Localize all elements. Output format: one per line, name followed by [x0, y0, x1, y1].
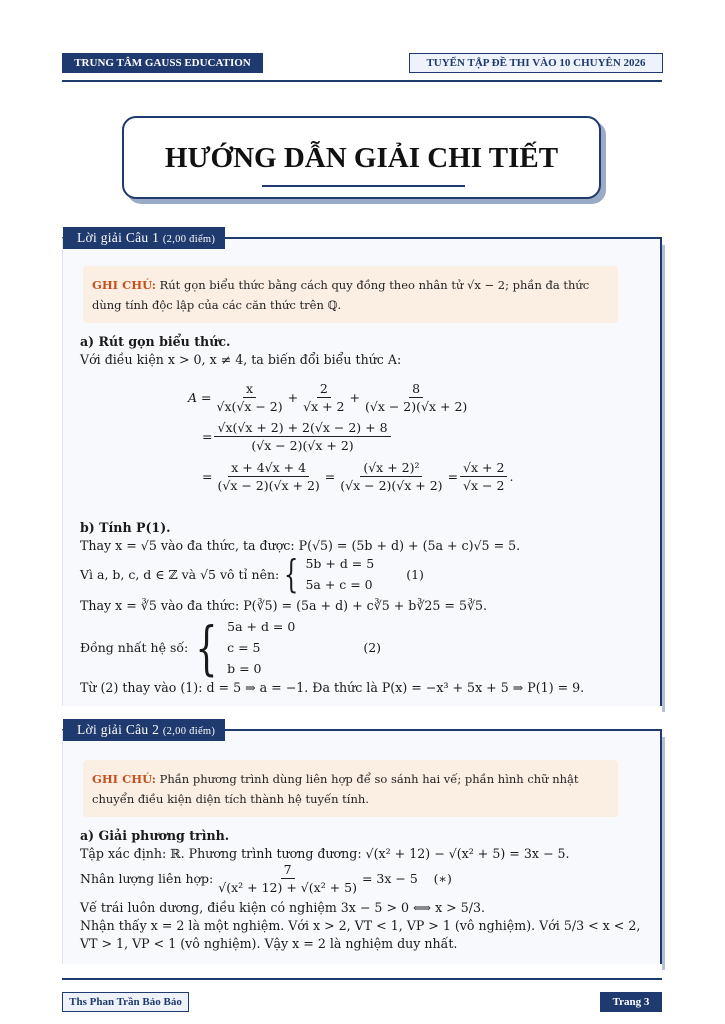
fraction: $\frac{x + 4√x + 4}{(√x - 2)(√x + 2)}$	[217, 460, 320, 493]
note-text-line-1: Rút gọn biểu thức bằng cách quy đồng theo nhân tử √x − 2; phần đa thức	[159, 278, 590, 292]
fraction: $\frac{√x(√x + 2) + 2(√x - 2) + 8}{(√x - 2)(√x + 2)}$	[214, 420, 390, 453]
equation-line-1: A = $\frac{x}{√x(√x - 2)}$ + $\frac{2}{√x + 2}$ + $\frac{8}{(√x - 2)(√x + 2)}$	[188, 381, 472, 414]
brace-icon: {	[284, 552, 299, 596]
part-b-line-3: Thay x = ∛5 vào đa thức: P(∛5) = (5a + d) + c∛5 + b∛25 = 5∛5.	[80, 598, 487, 613]
note-label: GHI CHÚ:	[92, 278, 156, 292]
note-text-line-1: Phần phương trình dùng liên hợp để so sánh hai vế; phần hình chữ nhật	[159, 772, 579, 786]
part-a-line-1: Tập xác định: ℝ. Phương trình tương đương: √(x² + 12) − √(x² + 5) = 3x − 5.	[80, 846, 570, 861]
solution-section-1	[62, 230, 662, 706]
fraction: $\frac{8}{(√x - 2)(√x + 2)}$	[365, 381, 468, 414]
header-rule	[62, 80, 662, 82]
section-1-tag	[63, 227, 225, 249]
system-1: 5b + d = 5 5a + c = 0	[305, 556, 375, 592]
header-center-badge: TRUNG TÂM GAUSS EDUCATION	[62, 53, 263, 73]
section-1-tag-points: (2,00 điểm)	[162, 234, 216, 245]
part-a-line-2: Nhân lượng liên hợp:	[80, 871, 214, 886]
part-b-line-5: Từ (2) thay vào (1): d = 5 ⇒ a = −1. Đa thức là P(x) = −x³ + 5x + 5 ⇒ P(1) = 9.	[80, 680, 585, 695]
solution-section-2	[62, 722, 662, 964]
title-box	[122, 116, 601, 199]
section-1-tag-title: Lời giải Câu 1	[77, 230, 160, 245]
system-1-label: (1)	[406, 566, 424, 582]
fraction: $\frac{2}{√x + 2}$	[303, 381, 345, 414]
fraction: $\frac{\text{(√x + 2)²}}{(√x - 2)(√x + 2)}$	[340, 460, 443, 493]
fraction: $\frac{√x + 2}{√x - 2}$	[460, 460, 507, 493]
part-a-line-5: VT > 1, VP < 1 (vô nghiệm). Vậy x = 2 là nghiệm duy nhất.	[80, 936, 458, 951]
note-text-line-2: chuyển điều kiện diện tích thành hệ tuyến tính.	[92, 792, 369, 806]
footer-rule	[62, 978, 662, 980]
part-b-heading: b) Tính P(1).	[80, 520, 171, 535]
title-underline	[262, 185, 465, 187]
part-a-line-3: Vế trái luôn dương, điều kiện có nghiệm 3x − 5 > 0 ⟺ x > 5/3.	[80, 900, 486, 915]
page-title: HƯỚNG DẪN GIẢI CHI TIẾT	[164, 142, 559, 174]
footer-page-badge: Trang 3	[600, 992, 662, 1012]
section-2-tag	[63, 719, 225, 741]
equation-line-3: = $\frac{x + 4√x + 4}{(√x - 2)(√x + 2)}$ = $\frac{\text{(√x + 2)²}}{(√x - 2)(√x + 2)}$ = $\frac{√x + 2}{√x - 2}$ .	[202, 460, 514, 493]
brace-icon: {	[195, 613, 218, 682]
section-2-tag-points: (2,00 điểm)	[162, 726, 216, 737]
part-a-heading: a) Rút gọn biểu thức.	[80, 334, 231, 349]
conjugate-equation-row: Nhân lượng liên hợp: $\frac{7}{\text{√(x² + 12) + √(x² + 5)}}$ = 3x − 5 (∗)	[80, 862, 452, 895]
note-text-line-2: dùng tính độc lập của các căn thức trên ℚ.	[92, 298, 342, 312]
fraction: $\frac{7}{\text{√(x² + 12) + √(x² + 5)}}$	[218, 862, 357, 895]
header-collection-badge: TUYỂN TẬP ĐỀ THI VÀO 10 CHUYÊN 2026	[409, 53, 663, 73]
system-2-row	[80, 613, 382, 682]
part-b-line-1: Thay x = √5 vào đa thức, ta được: P(√5) = (5b + d) + (5a + c)√5 = 5.	[80, 538, 521, 553]
section-2-note	[83, 760, 618, 817]
section-2-tag-title: Lời giải Câu 2	[77, 722, 160, 737]
fraction: $\frac{x}{√x(√x - 2)}$	[216, 381, 283, 414]
system-2: 5a + d = 0 c = 5 b = 0	[227, 619, 296, 676]
part-b-line-2: Vì a, b, c, d ∈ ℤ và √5 vô tỉ nên:	[80, 566, 280, 582]
system-2-label: (2)	[363, 640, 382, 655]
footer-author-badge: Ths Phan Trần Bảo Bảo	[62, 992, 189, 1012]
part-a-line-4: Nhận thấy x = 2 là một nghiệm. Với x > 2, VT < 1, VP > 1 (vô nghiệm). Với 5/3 < x < 2,	[80, 918, 641, 933]
part-a-heading: a) Giải phương trình.	[80, 828, 230, 843]
equation-line-2: = $\frac{√x(√x + 2) + 2(√x - 2) + 8}{(√x - 2)(√x + 2)}$	[202, 420, 393, 453]
part-b-line-4: Đồng nhất hệ số:	[80, 640, 189, 655]
note-label: GHI CHÚ:	[92, 772, 156, 786]
section-1-note	[83, 266, 618, 323]
part-a-intro: Với điều kiện x > 0, x ≠ 4, ta biến đổi biểu thức A:	[80, 352, 402, 367]
system-1-row	[80, 553, 424, 595]
